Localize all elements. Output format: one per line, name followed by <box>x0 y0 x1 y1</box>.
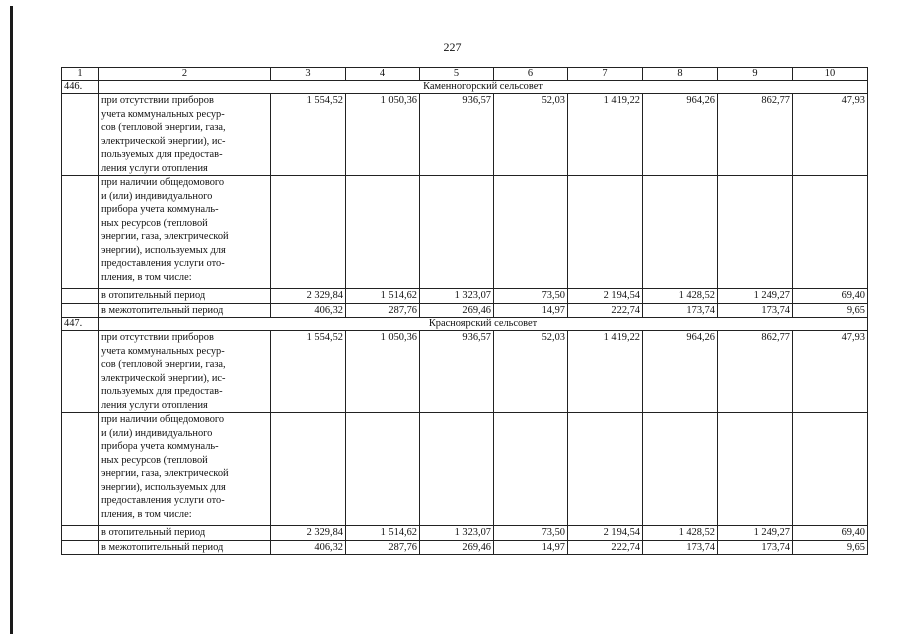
page-number: 227 <box>443 40 462 54</box>
value-cell: 73,50 <box>494 289 568 304</box>
description-line: электрической энергии), ис- <box>101 135 226 147</box>
value-cell: 14,97 <box>494 303 568 318</box>
value-cell <box>420 176 494 289</box>
value-cell: 406,32 <box>271 303 346 318</box>
value-cell: 222,74 <box>568 540 643 555</box>
value-cell: 2 329,84 <box>271 289 346 304</box>
description-line: в отопительный период <box>101 290 206 301</box>
value-cell: 1 428,52 <box>643 289 718 304</box>
value-cell <box>271 413 346 526</box>
description-line: пления, в том числе: <box>101 508 192 520</box>
empty-number-cell <box>62 289 99 304</box>
description-line: пользуемых для предостав- <box>101 386 223 397</box>
description-line: учета коммунальных ресур- <box>101 108 225 120</box>
value-cell: 269,46 <box>420 540 494 555</box>
header-cell: 6 <box>494 68 568 81</box>
value-cell: 269,46 <box>420 303 494 318</box>
value-cell: 73,50 <box>494 526 568 541</box>
row-description <box>99 176 271 289</box>
description-line: в межотопительный период <box>101 541 224 553</box>
empty-number-cell <box>62 303 99 318</box>
value-cell: 2 194,54 <box>568 289 643 304</box>
value-cell <box>793 413 868 526</box>
value-cell: 1 050,36 <box>346 94 420 176</box>
value-cell <box>346 413 420 526</box>
value-cell <box>346 176 420 289</box>
table-row <box>62 303 868 318</box>
scan-edge-line <box>10 6 13 634</box>
value-cell: 936,57 <box>420 94 494 176</box>
description-line: учета коммунальных ресур- <box>101 345 225 357</box>
description-line: ления услуги отопления <box>101 162 208 174</box>
description-line: пользуемых для предостав- <box>101 149 223 160</box>
row-description <box>99 303 271 318</box>
value-cell: 1 428,52 <box>643 526 718 541</box>
value-cell <box>793 176 868 289</box>
value-cell: 964,26 <box>643 331 718 413</box>
value-cell: 47,93 <box>793 331 868 413</box>
value-cell: 1 514,62 <box>346 289 420 304</box>
description-line: пления, в том числе: <box>101 271 192 283</box>
description-line: при отсутствии приборов <box>101 332 214 343</box>
table-row <box>62 289 868 304</box>
header-cell: 8 <box>643 68 718 81</box>
value-cell: 862,77 <box>718 94 793 176</box>
value-cell: 69,40 <box>793 526 868 541</box>
description-line: в межотопительный период <box>101 304 224 316</box>
value-cell: 1 249,27 <box>718 526 793 541</box>
row-description <box>99 331 271 413</box>
value-cell <box>643 413 718 526</box>
header-cell: 9 <box>718 68 793 81</box>
section-title: Красноярский сельсовет <box>99 318 868 331</box>
description-line: предоставления услуги ото- <box>101 258 225 269</box>
value-cell: 173,74 <box>718 540 793 555</box>
empty-number-cell <box>62 331 99 413</box>
value-cell: 9,65 <box>793 540 868 555</box>
row-description <box>99 413 271 526</box>
value-cell: 1 419,22 <box>568 94 643 176</box>
table-row <box>62 331 868 413</box>
value-cell: 1 419,22 <box>568 331 643 413</box>
table-row <box>62 413 868 526</box>
value-cell: 52,03 <box>494 94 568 176</box>
header-cell: 10 <box>793 68 868 81</box>
description-line: энергии), используемых для <box>101 244 226 256</box>
value-cell <box>718 413 793 526</box>
description-line: при наличии общедомового <box>101 414 225 425</box>
header-cell: 2 <box>99 68 271 81</box>
value-cell <box>568 176 643 289</box>
row-description <box>99 526 271 541</box>
value-cell: 1 249,27 <box>718 289 793 304</box>
header-cell: 3 <box>271 68 346 81</box>
value-cell: 222,74 <box>568 303 643 318</box>
empty-number-cell <box>62 94 99 176</box>
header-cell: 5 <box>420 68 494 81</box>
description-line: ных ресурсов (тепловой <box>101 454 208 466</box>
value-cell: 52,03 <box>494 331 568 413</box>
value-cell: 1 514,62 <box>346 526 420 541</box>
description-line: энергии, газа, электрической <box>101 468 229 479</box>
value-cell <box>643 176 718 289</box>
value-cell <box>568 413 643 526</box>
description-line: сов (тепловой энергии, газа, <box>101 359 226 370</box>
value-cell <box>494 176 568 289</box>
value-cell: 1 554,52 <box>271 94 346 176</box>
value-cell: 173,74 <box>643 303 718 318</box>
value-cell: 1 323,07 <box>420 289 494 304</box>
description-line: энергии), используемых для <box>101 481 226 493</box>
description-line: электрической энергии), ис- <box>101 372 226 384</box>
description-line: в отопительный период <box>101 527 206 538</box>
section-header-row <box>62 318 868 331</box>
table-body <box>62 68 868 555</box>
description-line: при наличии общедомового <box>101 177 225 188</box>
value-cell: 1 050,36 <box>346 331 420 413</box>
row-description <box>99 540 271 555</box>
empty-number-cell <box>62 413 99 526</box>
value-cell <box>494 413 568 526</box>
table-row <box>62 94 868 176</box>
value-cell: 287,76 <box>346 540 420 555</box>
section-number: 446. <box>62 81 99 94</box>
row-description <box>99 289 271 304</box>
description-line: энергии, газа, электрической <box>101 231 229 242</box>
description-line: и (или) индивидуального <box>101 427 213 439</box>
value-cell: 406,32 <box>271 540 346 555</box>
description-line: ных ресурсов (тепловой <box>101 217 208 229</box>
value-cell: 1 323,07 <box>420 526 494 541</box>
description-line: и (или) индивидуального <box>101 190 213 202</box>
tariff-table <box>61 67 868 555</box>
value-cell: 69,40 <box>793 289 868 304</box>
value-cell <box>271 176 346 289</box>
description-line: ления услуги отопления <box>101 399 208 411</box>
description-line: предоставления услуги ото- <box>101 495 225 506</box>
value-cell: 1 554,52 <box>271 331 346 413</box>
value-cell: 862,77 <box>718 331 793 413</box>
value-cell: 14,97 <box>494 540 568 555</box>
value-cell: 964,26 <box>643 94 718 176</box>
value-cell: 9,65 <box>793 303 868 318</box>
header-cell: 7 <box>568 68 643 81</box>
description-line: при отсутствии приборов <box>101 95 214 106</box>
header-cell: 1 <box>62 68 99 81</box>
value-cell: 287,76 <box>346 303 420 318</box>
value-cell: 173,74 <box>718 303 793 318</box>
empty-number-cell <box>62 526 99 541</box>
description-line: прибора учета коммуналь- <box>101 441 219 452</box>
section-header-row <box>62 81 868 94</box>
section-title: Каменногорский сельсовет <box>99 81 868 94</box>
table-row <box>62 526 868 541</box>
value-cell <box>718 176 793 289</box>
section-number: 447. <box>62 318 99 331</box>
empty-number-cell <box>62 176 99 289</box>
empty-number-cell <box>62 540 99 555</box>
value-cell: 2 194,54 <box>568 526 643 541</box>
description-line: прибора учета коммуналь- <box>101 204 219 215</box>
value-cell <box>420 413 494 526</box>
table-row <box>62 540 868 555</box>
value-cell: 47,93 <box>793 94 868 176</box>
row-description <box>99 94 271 176</box>
description-line: сов (тепловой энергии, газа, <box>101 122 226 133</box>
header-cell: 4 <box>346 68 420 81</box>
column-number-header <box>62 68 868 81</box>
value-cell: 2 329,84 <box>271 526 346 541</box>
value-cell: 936,57 <box>420 331 494 413</box>
table-row <box>62 176 868 289</box>
value-cell: 173,74 <box>643 540 718 555</box>
